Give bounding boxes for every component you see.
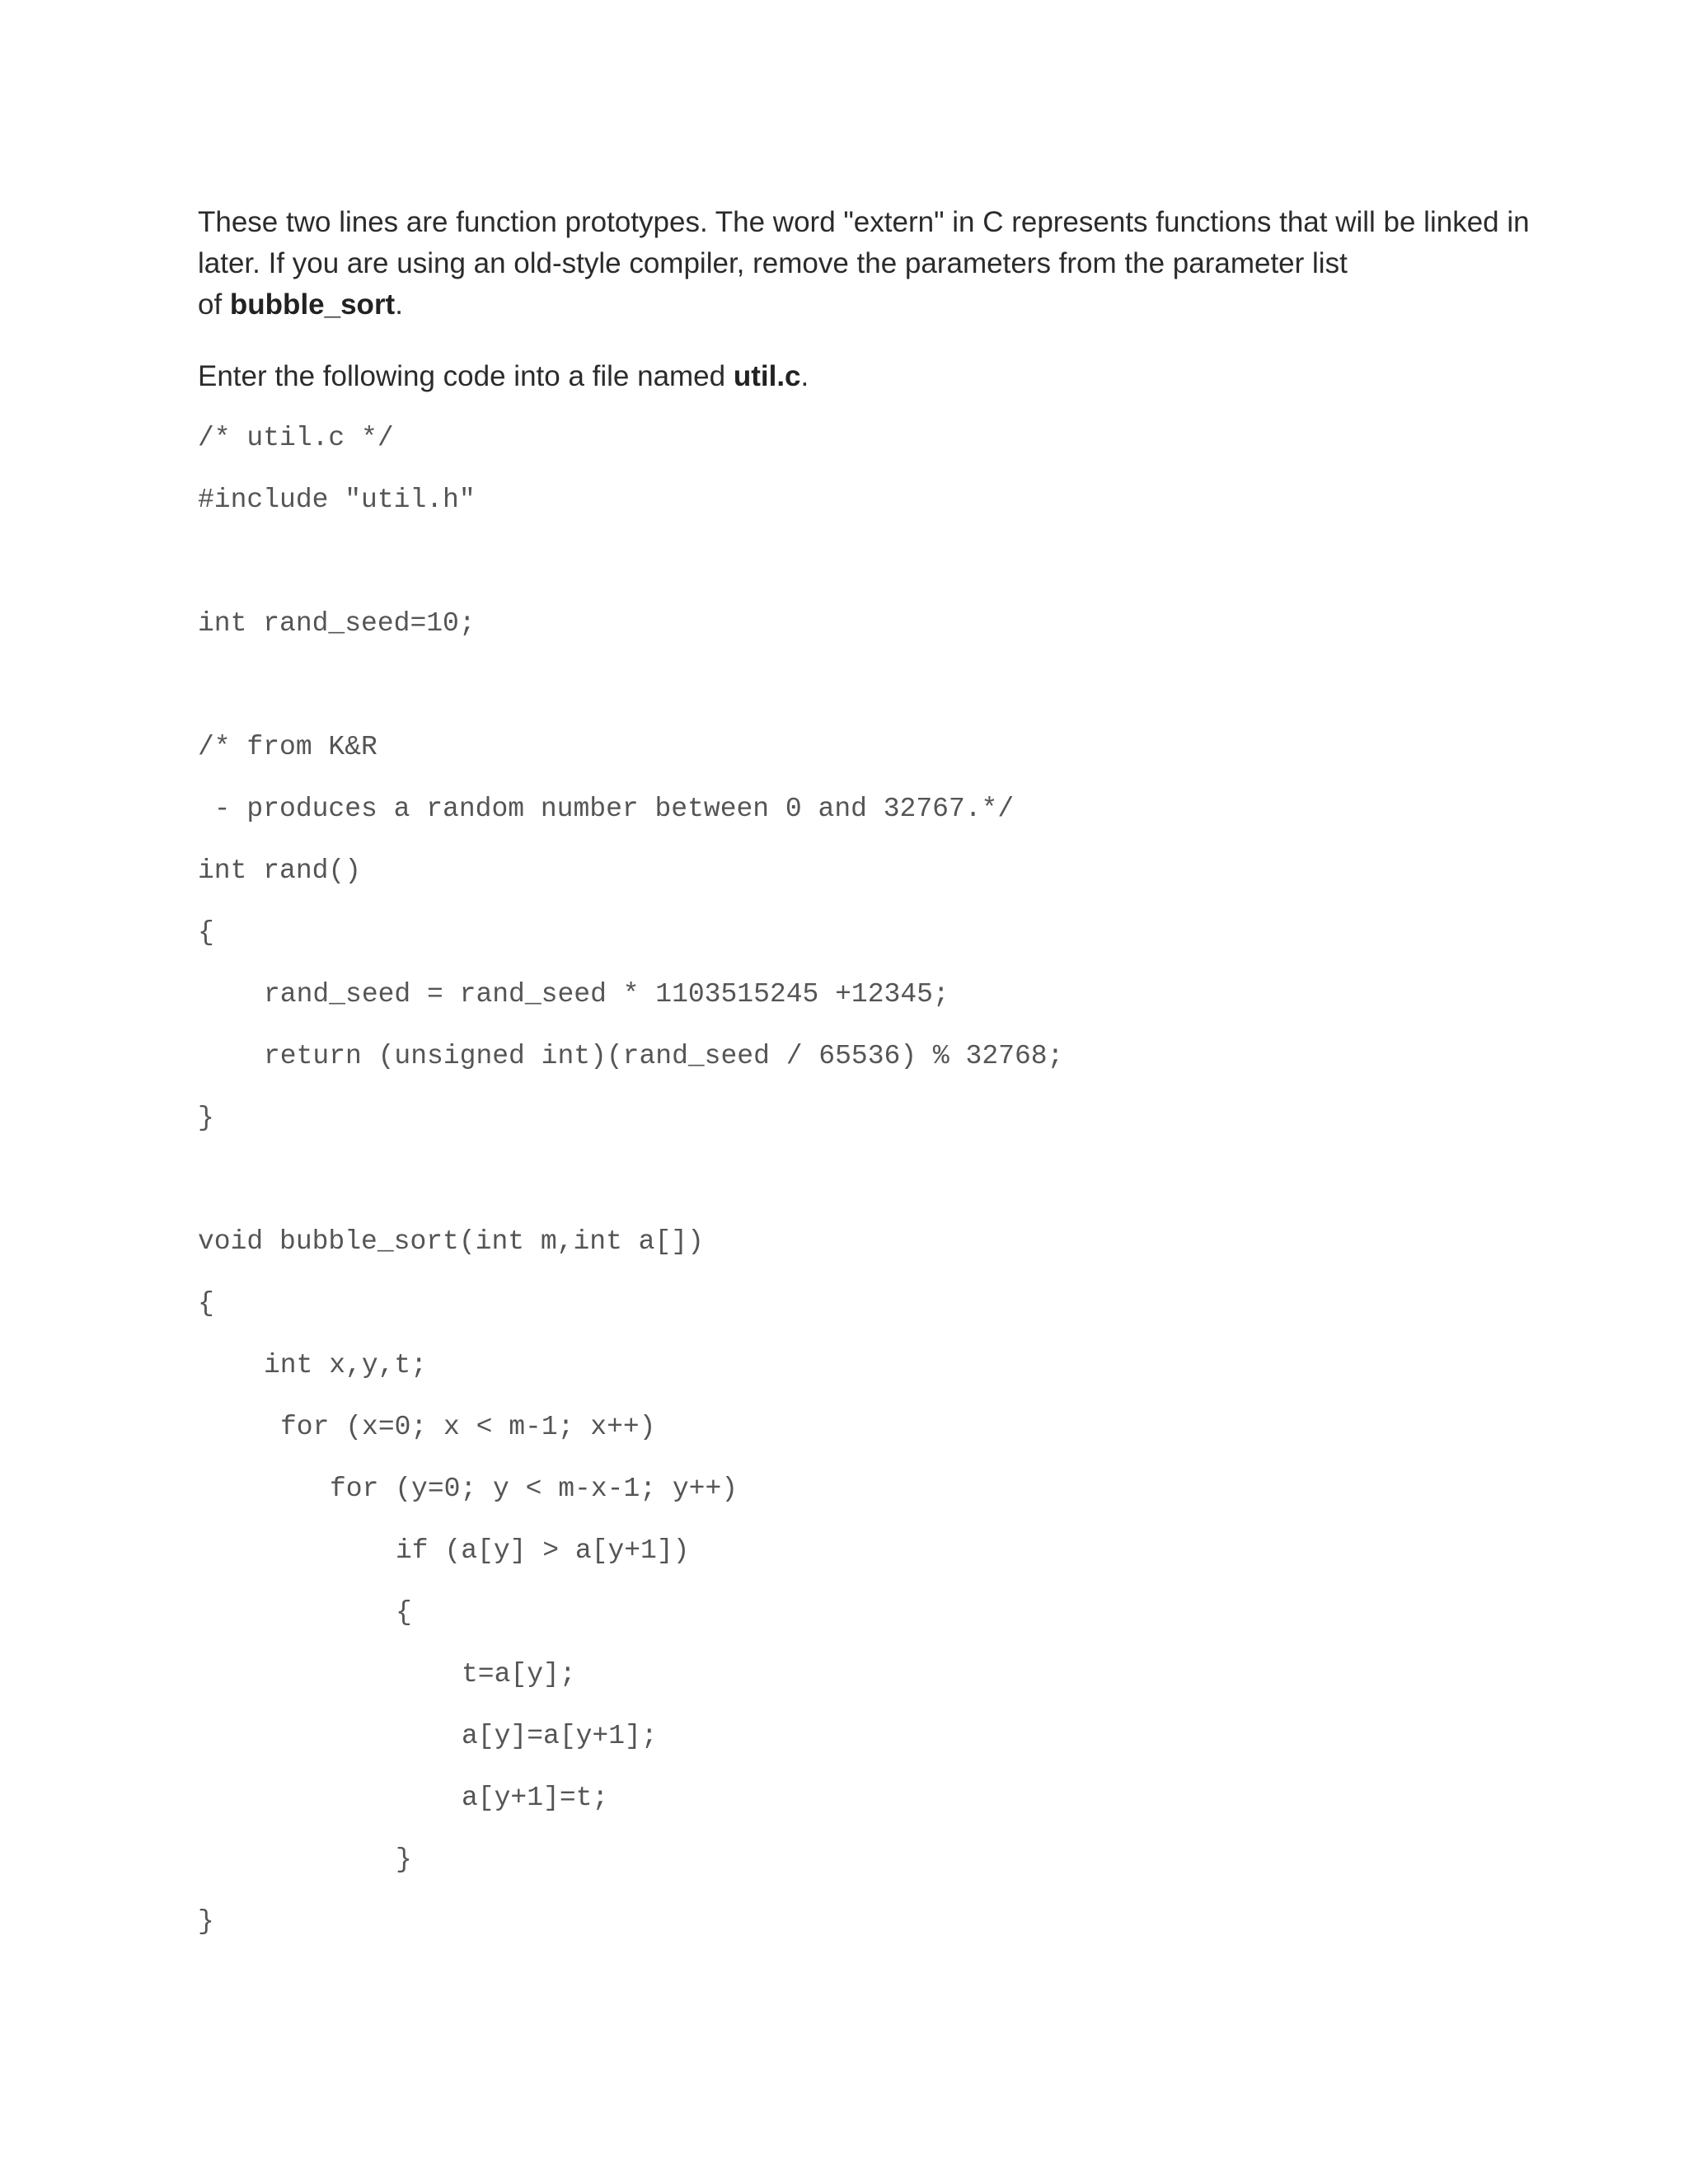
intro-paragraph-line-1 — [198, 202, 1530, 243]
code-line: for (x=0; x < m-1; x++) — [280, 1412, 656, 1442]
code-line: return (unsigned int)(rand_seed / 65536) % 32768; — [264, 1041, 1064, 1071]
code-line: a[y+1]=t; — [462, 1783, 609, 1813]
intro-text-line-1: These two lines are function prototypes. The word "extern" in C represents functions that will be linked in — [198, 206, 1530, 238]
filename-util-c: util.c — [733, 360, 801, 392]
instruction-paragraph — [198, 356, 809, 397]
code-line: { — [396, 1597, 412, 1628]
intro-text-line-3-suffix: . — [395, 288, 403, 321]
code-line: int rand_seed=10; — [198, 608, 476, 639]
code-line: /* from K&R — [198, 732, 377, 762]
code-line: { — [198, 1288, 214, 1319]
intro-text-line-2: later. If you are using an old-style compiler, remove the parameters from the parameter list — [198, 247, 1348, 279]
code-line: int x,y,t; — [264, 1350, 428, 1380]
code-line: } — [396, 1844, 412, 1875]
code-line: - produces a random number between 0 and 32767.*/ — [198, 794, 1015, 824]
code-line: } — [198, 1103, 214, 1133]
code-line: if (a[y] > a[y+1]) — [396, 1535, 690, 1566]
code-line: t=a[y]; — [462, 1659, 576, 1690]
intro-text-line-3-prefix: of — [198, 288, 230, 321]
code-line: /* util.c */ — [198, 423, 394, 453]
code-line: int rand() — [198, 855, 362, 886]
code-line: { — [198, 917, 214, 948]
instruction-suffix: . — [800, 360, 809, 392]
intro-paragraph-line-3 — [198, 284, 403, 326]
intro-paragraph-line-2 — [198, 243, 1348, 284]
code-line: rand_seed = rand_seed * 1103515245 +12345; — [264, 979, 950, 1010]
instruction-text: Enter the following code into a file named — [198, 360, 734, 392]
code-line: #include "util.h" — [198, 485, 476, 515]
code-line: } — [198, 1906, 214, 1937]
code-line: void bubble_sort(int m,int a[]) — [198, 1226, 704, 1257]
code-line: a[y]=a[y+1]; — [462, 1721, 658, 1751]
code-line: for (y=0; y < m-x-1; y++) — [330, 1474, 738, 1504]
function-name-bubble-sort: bubble_sort — [229, 288, 396, 321]
